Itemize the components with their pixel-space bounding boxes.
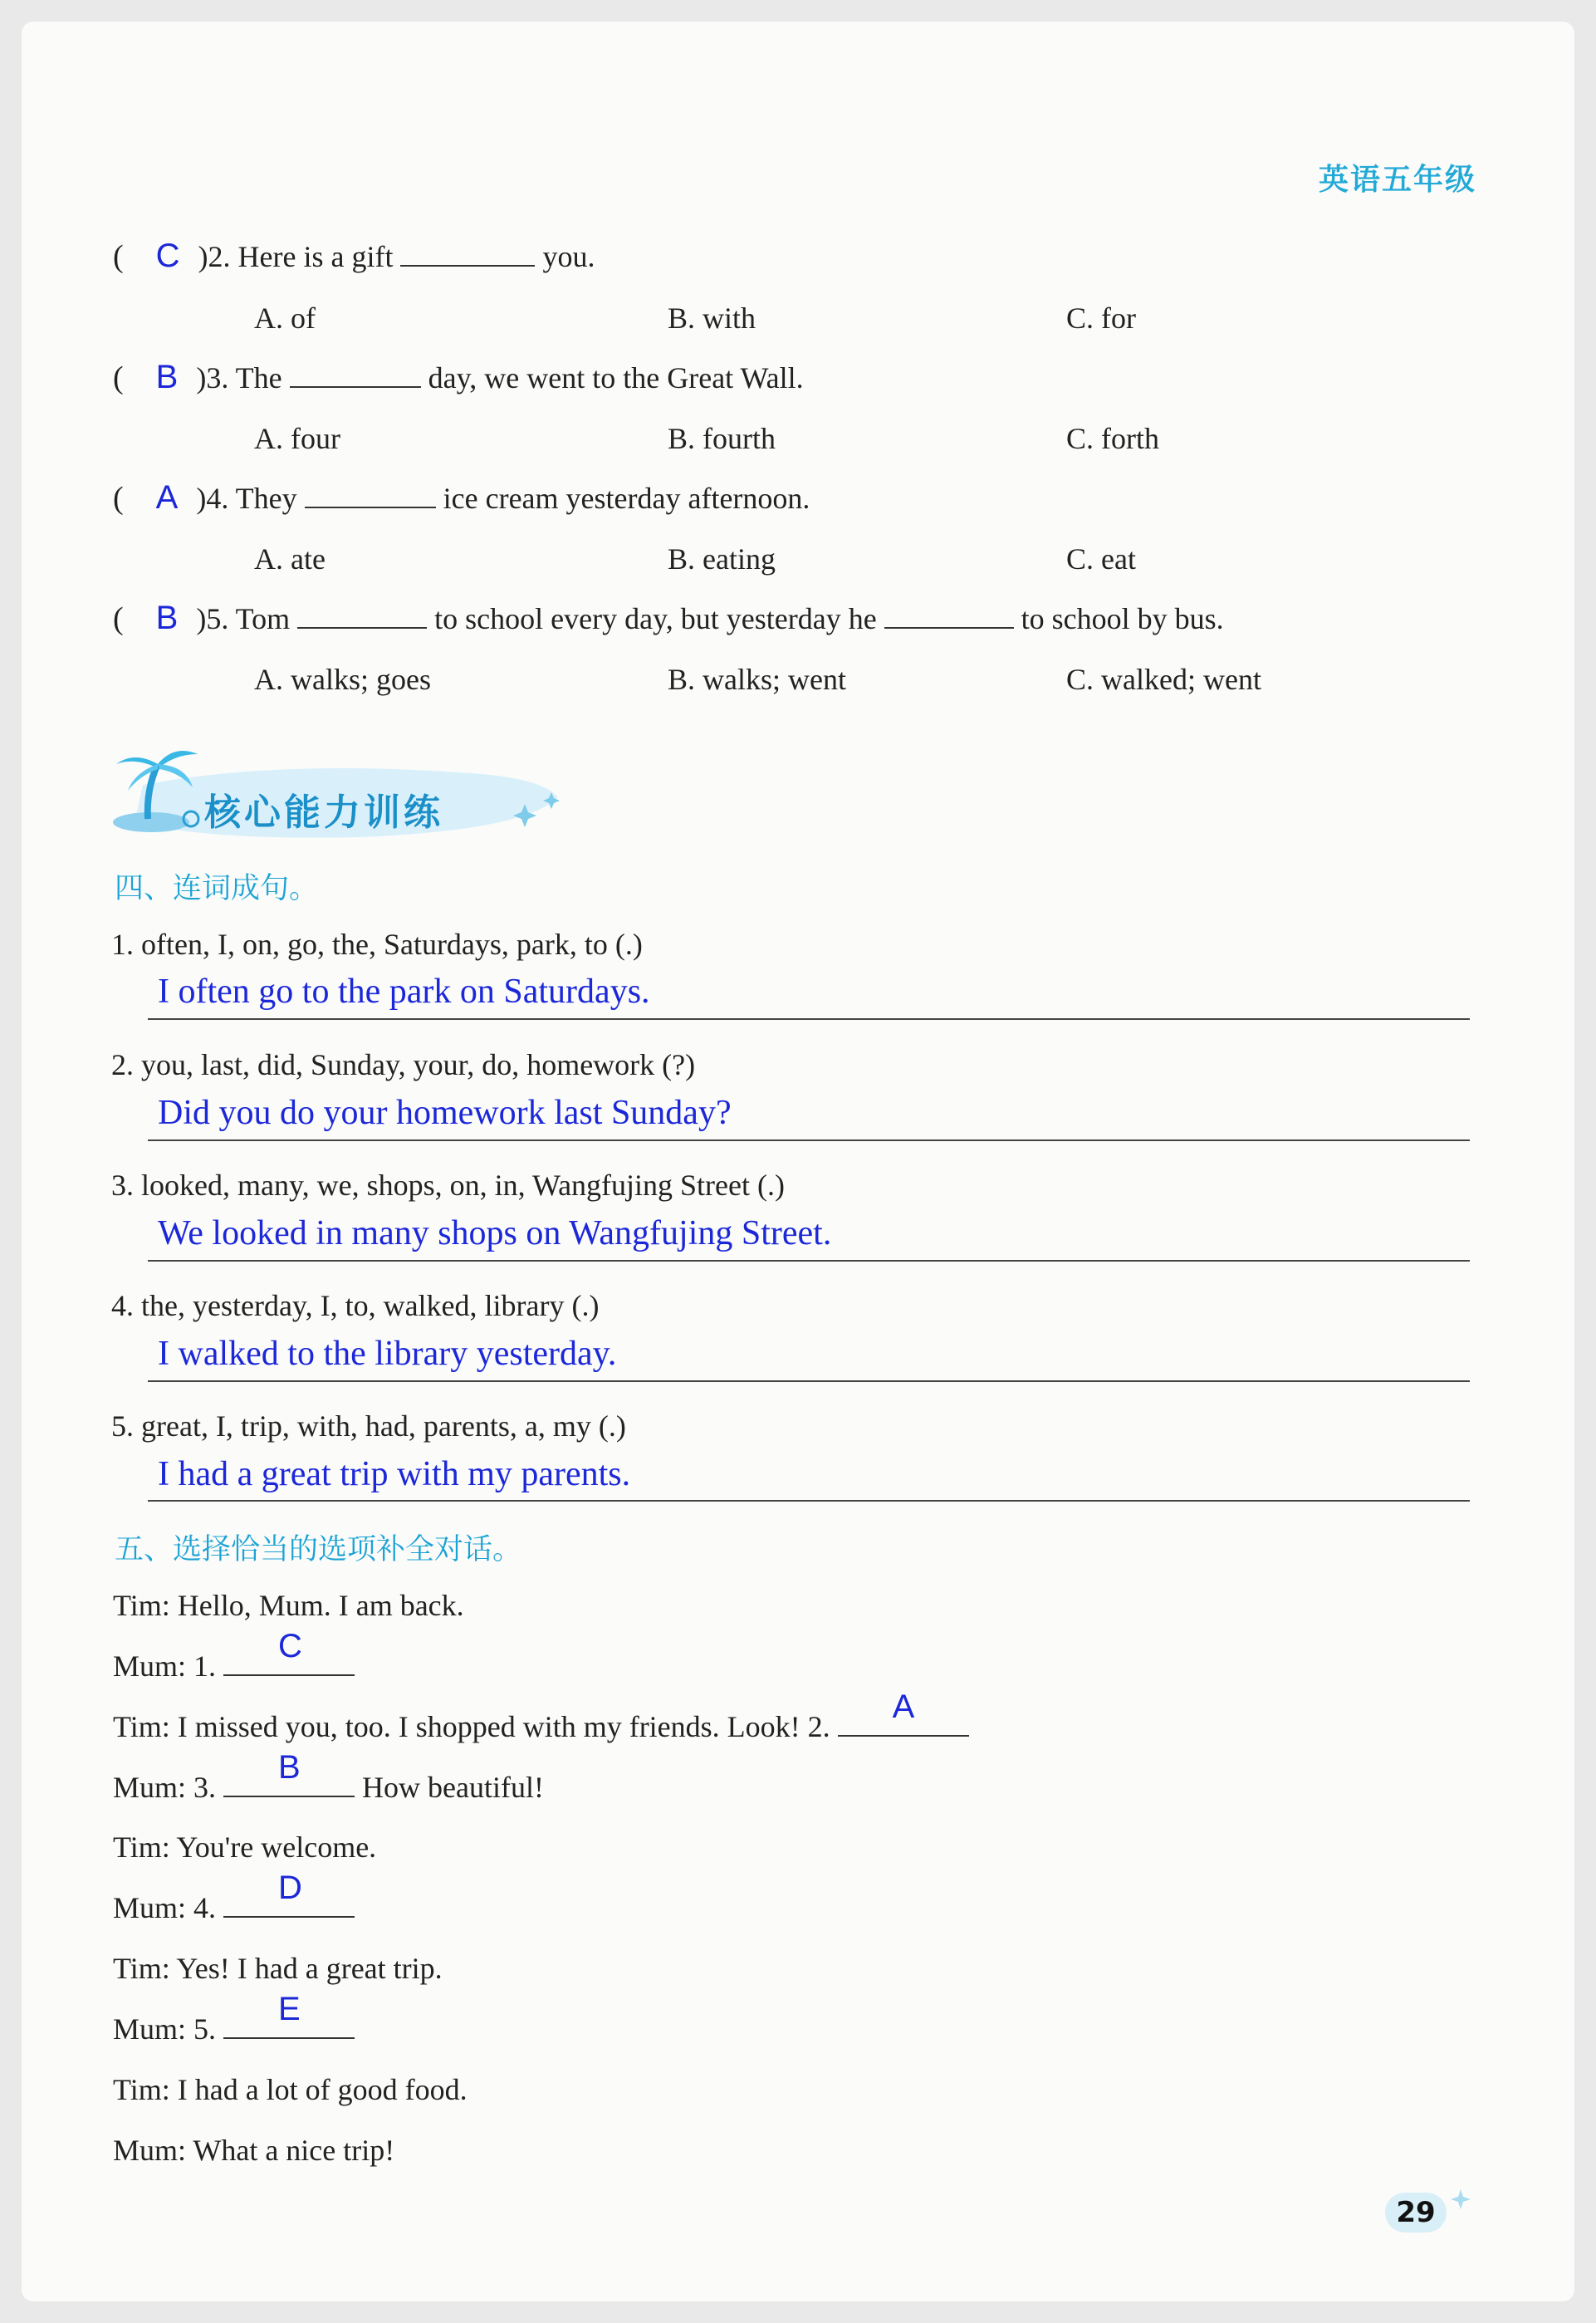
s4-prompt-2: 2. you, last, did, Sunday, your, do, homework (?) bbox=[111, 1048, 696, 1081]
s4-answer-4: I walked to the library yesterday. bbox=[158, 1335, 617, 1373]
question-4: ( A )4. They ice cream yesterday afternoon. bbox=[113, 479, 810, 516]
option-b: B. with bbox=[668, 301, 756, 335]
dialogue-line: Tim: I had a lot of good food. bbox=[113, 2073, 468, 2106]
option-a: A. ate bbox=[254, 542, 326, 576]
answer-blank bbox=[223, 1870, 355, 1918]
s4-answer-2: Did you do your homework last Sunday? bbox=[158, 1094, 732, 1132]
option-b: B. eating bbox=[668, 542, 776, 576]
answer-letter: B bbox=[155, 600, 179, 636]
answer-blank bbox=[297, 602, 427, 629]
answer-line bbox=[148, 1139, 1470, 1141]
answer-blank bbox=[305, 482, 436, 508]
dialogue-line: Mum: 1. C bbox=[113, 1649, 355, 1683]
answer-blank bbox=[884, 602, 1014, 629]
answer-letter: C bbox=[155, 238, 180, 274]
banner-title: 核心能力训练 bbox=[204, 791, 443, 834]
answer-blank bbox=[290, 361, 421, 388]
answer-blank bbox=[400, 240, 535, 267]
option-b: B. fourth bbox=[668, 422, 776, 455]
s4-answer-5: I had a great trip with my parents. bbox=[158, 1455, 631, 1493]
option-c: C. forth bbox=[1066, 422, 1159, 455]
grade-label: 英语五年级 bbox=[1319, 163, 1477, 197]
answer-blank bbox=[223, 1628, 355, 1676]
dialogue-line: Tim: You're welcome. bbox=[113, 1830, 377, 1864]
s4-prompt-4: 4. the, yesterday, I, to, walked, library (.) bbox=[111, 1289, 600, 1322]
s4-prompt-1: 1. often, I, on, go, the, Saturdays, park, to (.) bbox=[111, 928, 643, 961]
answer-letter: A bbox=[892, 1688, 915, 1725]
question-5: ( B )5. Tom to school every day, but yesterday he to school by bus. bbox=[113, 600, 1224, 636]
answer-blank bbox=[223, 1749, 355, 1797]
s4-prompt-5: 5. great, I, trip, with, had, parents, a, my (.) bbox=[111, 1409, 626, 1443]
answer-blank bbox=[838, 1688, 969, 1737]
option-c: C. eat bbox=[1066, 542, 1136, 576]
dialogue-line: Tim: I missed you, too. I shopped with my friends. Look! 2. A bbox=[113, 1709, 969, 1744]
option-a: A. four bbox=[254, 422, 340, 455]
option-c: C. for bbox=[1066, 301, 1136, 335]
s4-answer-3: We looked in many shops on Wangfujing Street. bbox=[158, 1214, 832, 1252]
option-a: A. of bbox=[254, 301, 316, 335]
question-3: ( B )3. The day, we went to the Great Wall. bbox=[113, 359, 804, 395]
answer-letter: D bbox=[278, 1870, 302, 1906]
option-a: A. walks; goes bbox=[254, 663, 431, 696]
question-2: ( C )2. Here is a gift you. bbox=[113, 238, 595, 274]
section5-title: 五、选择恰当的选项补全对话。 bbox=[115, 1533, 522, 1566]
answer-line bbox=[148, 1260, 1470, 1262]
dialogue-line: Mum: What a nice trip! bbox=[113, 2134, 395, 2167]
answer-letter: A bbox=[155, 479, 179, 516]
s4-prompt-3: 3. looked, many, we, shops, on, in, Wangfujing Street (.) bbox=[111, 1169, 785, 1202]
option-c: C. walked; went bbox=[1066, 663, 1261, 696]
answer-letter: B bbox=[155, 359, 179, 395]
answer-line bbox=[148, 1500, 1470, 1502]
page-number: 29 bbox=[1385, 2193, 1447, 2232]
option-b: B. walks; went bbox=[668, 663, 846, 696]
answer-letter: E bbox=[278, 1991, 301, 2027]
dialogue-line: Tim: Hello, Mum. I am back. bbox=[113, 1589, 464, 1622]
answer-line bbox=[148, 1018, 1470, 1020]
section4-title: 四、连词成句。 bbox=[115, 872, 319, 905]
dialogue-line: Tim: Yes! I had a great trip. bbox=[113, 1952, 443, 1985]
dialogue-line: Mum: 3. B How beautiful! bbox=[113, 1749, 544, 1804]
dialogue-line: Mum: 4. D bbox=[113, 1890, 355, 1925]
answer-line bbox=[148, 1380, 1470, 1382]
answer-blank bbox=[223, 1991, 355, 2039]
s4-answer-1: I often go to the park on Saturdays. bbox=[158, 973, 650, 1011]
answer-letter: B bbox=[278, 1749, 301, 1786]
sparkle-icon bbox=[1448, 2188, 1473, 2213]
dialogue-line: Mum: 5. E bbox=[113, 2012, 355, 2046]
answer-letter: C bbox=[278, 1628, 302, 1664]
